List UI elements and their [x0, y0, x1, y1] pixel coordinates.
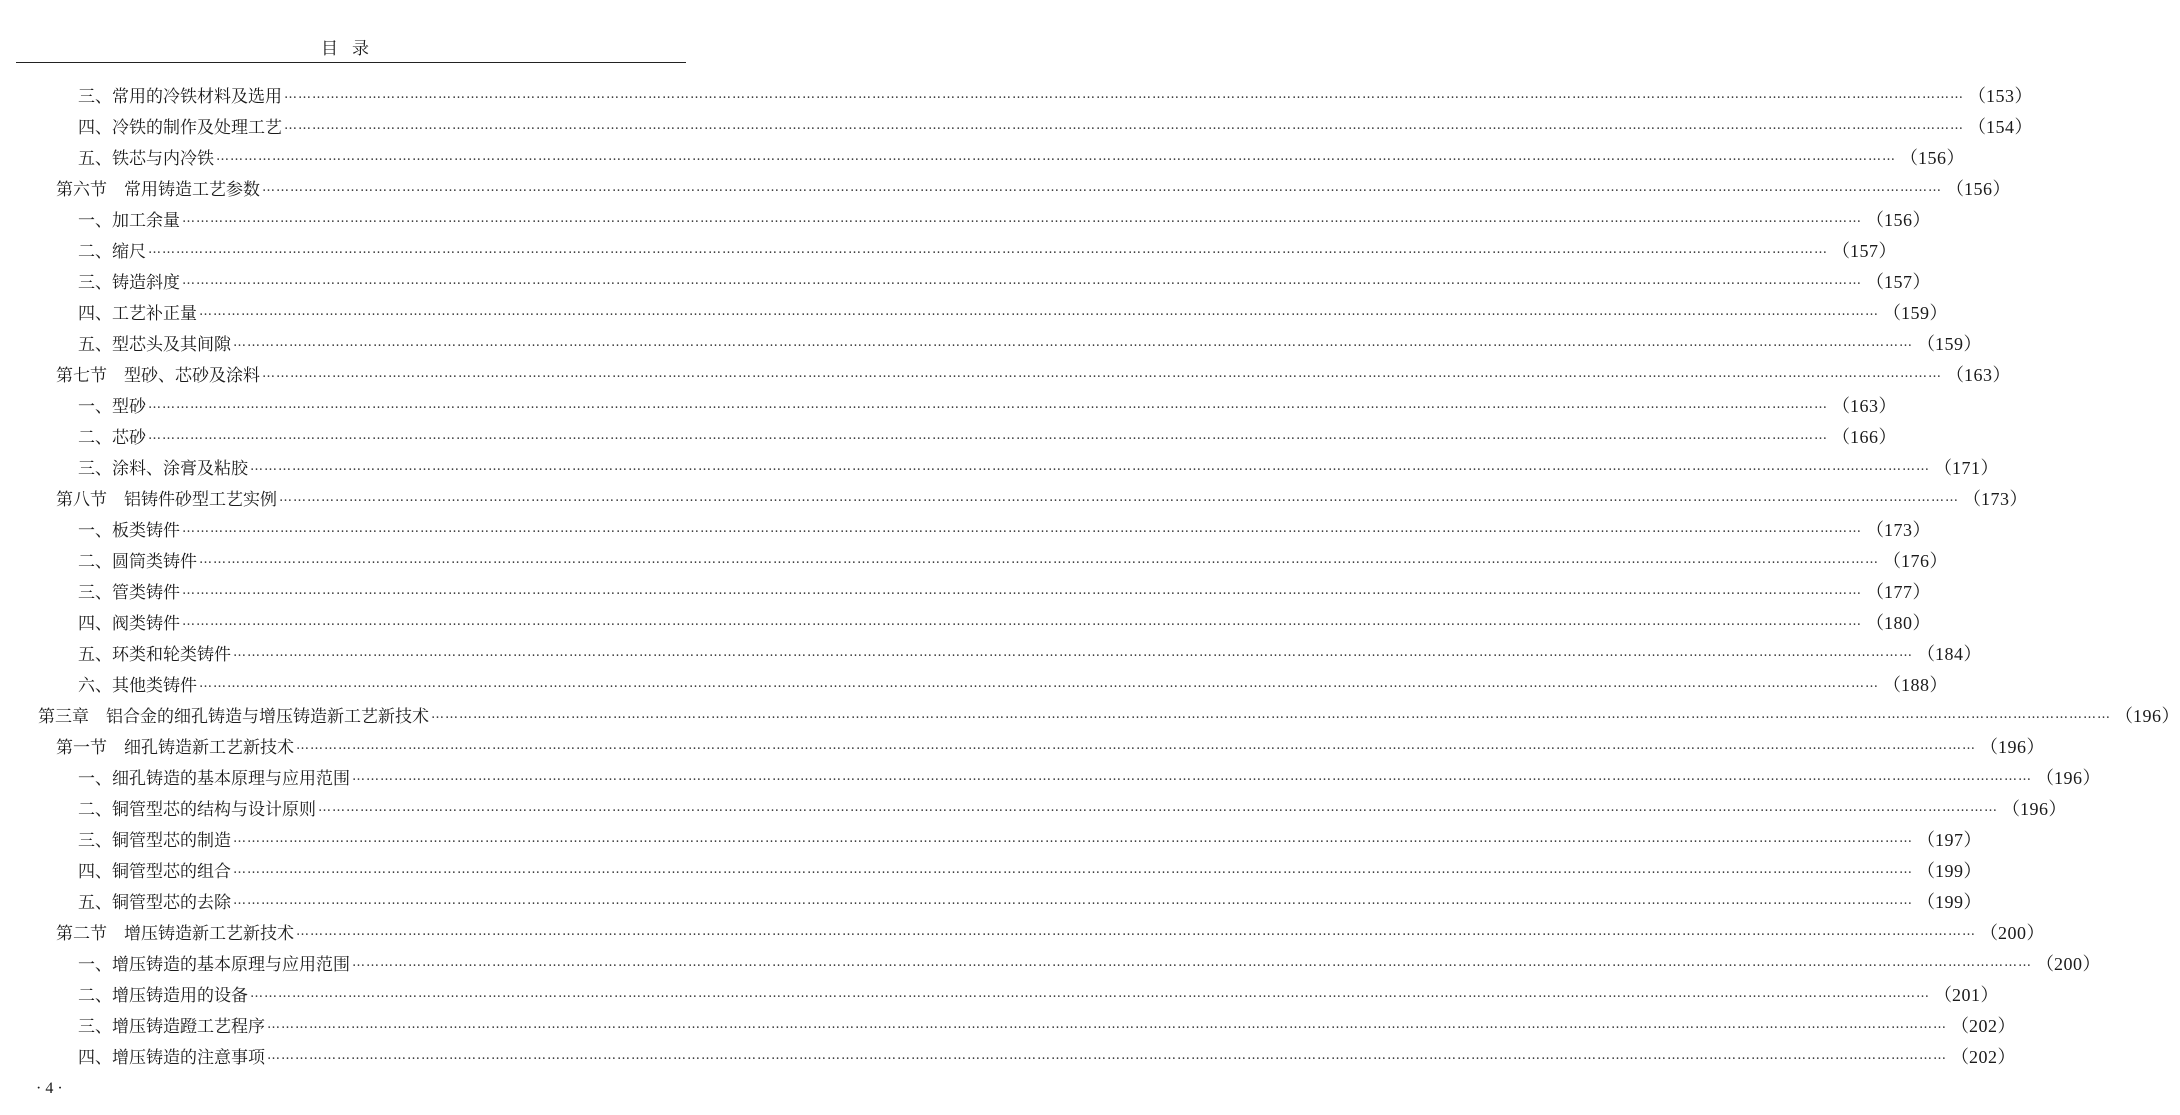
- toc-entry-title: 一、加工余量: [78, 211, 180, 231]
- page-paren-open: （: [1968, 116, 1986, 137]
- page-paren-open: （: [1917, 333, 1935, 354]
- page-number-value: 173: [1884, 519, 1913, 540]
- toc-entry-page-number: [1917, 640, 1982, 666]
- page-paren-open: （: [1866, 271, 1884, 292]
- toc-entry-page-number: [1883, 547, 1948, 573]
- toc-entry-page-number: [1866, 578, 1931, 604]
- toc-entry-page-number: [1934, 981, 1999, 1007]
- page-paren-close: ）: [1946, 147, 1965, 168]
- toc-entry-item[interactable]: [0, 513, 1931, 544]
- page-paren-open: （: [1866, 519, 1884, 540]
- page-paren-close: ）: [1929, 302, 1948, 323]
- toc-entry-title: 五、环类和轮类铸件: [78, 645, 231, 665]
- page-number-value: 199: [1935, 891, 1964, 912]
- page-paren-open: （: [1968, 85, 1986, 106]
- page-number-value: 163: [1850, 395, 1879, 416]
- page-paren-close: ）: [1878, 426, 1897, 447]
- toc-entry-page-number: [1951, 1043, 2016, 1069]
- dot-leader: ………………………………………………………………………………………………………………………………………………………………………………………………………………………………………………………………………………………………………………………………: [267, 1048, 1947, 1063]
- toc-entry-page-number: [1968, 82, 2033, 108]
- page-paren-close: ）: [2026, 736, 2045, 757]
- dot-leader: ………………………………………………………………………………………………………………………………………………………………………………………………………………………………………………………………………………………………………………………………: [182, 273, 1862, 288]
- page-number-value: 199: [1935, 860, 1964, 881]
- toc-entry-item[interactable]: [0, 854, 1982, 885]
- toc-entry-item[interactable]: [0, 203, 1931, 234]
- toc-entry-page-number: [1934, 454, 1999, 480]
- dot-leader: ………………………………………………………………………………………………………………………………………………………………………………………………………………………………………………………………………………………………………………………………: [233, 862, 1913, 877]
- dot-leader: ………………………………………………………………………………………………………………………………………………………………………………………………………………………………………………………………………………………………………………………………: [182, 211, 1862, 226]
- page-paren-open: （: [1832, 240, 1850, 261]
- page-number-value: 171: [1952, 457, 1981, 478]
- page-header-title: 目录: [321, 39, 383, 59]
- page-number-value: 177: [1884, 581, 1913, 602]
- page-paren-open: （: [1917, 891, 1935, 912]
- page-paren-open: （: [1946, 178, 1964, 199]
- page-paren-close: ）: [1912, 612, 1931, 633]
- dot-leader: ………………………………………………………………………………………………………………………………………………………………………………………………………………………………………………………………………………………………………………………………: [148, 242, 1828, 257]
- page-paren-open: （: [1963, 488, 1981, 509]
- toc-entry-section[interactable]: [0, 172, 2011, 203]
- toc-entry-title: 第七节 型砂、芯砂及涂料: [56, 366, 260, 386]
- page-paren-open: （: [1866, 581, 1884, 602]
- dot-leader: ………………………………………………………………………………………………………………………………………………………………………………………………………………………………………………………………………………………………………………………………: [262, 180, 1942, 195]
- toc-entry-title: 第六节 常用铸造工艺参数: [56, 180, 260, 200]
- toc-entry-title: 五、铜管型芯的去除: [78, 893, 231, 913]
- toc-entry-item[interactable]: [0, 141, 1965, 172]
- toc-entry-page-number: [1980, 733, 2045, 759]
- toc-entry-section[interactable]: [0, 730, 2045, 761]
- toc-entry-section[interactable]: [0, 916, 2045, 947]
- toc-entry-title: 五、铁芯与内冷铁: [78, 149, 214, 169]
- toc-entry-title: 四、冷铁的制作及处理工艺: [78, 118, 282, 138]
- toc-entry-item[interactable]: [0, 978, 1999, 1009]
- toc-entry-title: 第三章 铝合金的细孔铸造与增压铸造新工艺新技术: [38, 707, 429, 727]
- dot-leader: ………………………………………………………………………………………………………………………………………………………………………………………………………………………………………………………………………………………………………………………………: [216, 149, 1896, 164]
- page-number-value: 163: [1964, 364, 1993, 385]
- page-number-value: 196: [2133, 705, 2162, 726]
- toc-entry-item[interactable]: [0, 420, 1897, 451]
- dot-leader: ………………………………………………………………………………………………………………………………………………………………………………………………………………………………………………………………………………………………………………………………: [199, 676, 1879, 691]
- dot-leader: ………………………………………………………………………………………………………………………………………………………………………………………………………………………………………………………………………………………………………………………………: [182, 583, 1862, 598]
- page-number-value: 157: [1850, 240, 1879, 261]
- page-paren-open: （: [1917, 643, 1935, 664]
- page-paren-open: （: [1832, 426, 1850, 447]
- dot-leader: ………………………………………………………………………………………………………………………………………………………………………………………………………………………………………………………………………………………………………………………………: [233, 645, 1913, 660]
- page-paren-open: （: [1917, 860, 1935, 881]
- page-paren-close: ）: [1912, 271, 1931, 292]
- dot-leader: ………………………………………………………………………………………………………………………………………………………………………………………………………………………………………………………………………………………………………………………………: [148, 397, 1828, 412]
- page-paren-close: ）: [1912, 209, 1931, 230]
- page-paren-close: ）: [2014, 85, 2033, 106]
- toc-entry-page-number: [2036, 950, 2101, 976]
- toc-entry-title: 三、常用的冷铁材料及选用: [78, 87, 282, 107]
- page-paren-close: ）: [2026, 922, 2045, 943]
- dot-leader: ………………………………………………………………………………………………………………………………………………………………………………………………………………………………………………………………………………………………………………………………: [233, 893, 1913, 908]
- page-number-value: 156: [1884, 209, 1913, 230]
- toc-entry-title: 第二节 增压铸造新工艺新技术: [56, 924, 294, 944]
- toc-entry-title: 三、涂料、涂膏及粘胶: [78, 459, 248, 479]
- toc-entry-item[interactable]: [0, 637, 1982, 668]
- toc-entry-title: 四、阀类铸件: [78, 614, 180, 634]
- toc-entry-page-number: [2002, 795, 2067, 821]
- toc-entry-item[interactable]: [0, 823, 1982, 854]
- page-number-value: 173: [1981, 488, 2010, 509]
- page-paren-open: （: [1934, 457, 1952, 478]
- page-number-value: 202: [1969, 1046, 1998, 1067]
- page-paren-open: （: [1980, 922, 1998, 943]
- toc-entry-item[interactable]: [0, 575, 1931, 606]
- table-of-contents: [0, 79, 2180, 1071]
- page-number-value: 188: [1901, 674, 1930, 695]
- dot-leader: ………………………………………………………………………………………………………………………………………………………………………………………………………………………………………………………………………………………………………………………………: [279, 490, 1959, 505]
- page-paren-open: （: [2036, 953, 2054, 974]
- page-paren-close: ）: [2082, 953, 2101, 974]
- page-paren-open: （: [1866, 612, 1884, 633]
- dot-leader: ………………………………………………………………………………………………………………………………………………………………………………………………………………………………………………………………………………………………………………………………: [199, 552, 1879, 567]
- toc-entry-title: 六、其他类铸件: [78, 676, 197, 696]
- page-paren-close: ）: [2009, 488, 2028, 509]
- page-number-value: 200: [2054, 953, 2083, 974]
- page-paren-close: ）: [1992, 364, 2011, 385]
- page-paren-close: ）: [2161, 705, 2180, 726]
- toc-entry-page-number: [1980, 919, 2045, 945]
- page-paren-open: （: [1883, 302, 1901, 323]
- dot-leader: ………………………………………………………………………………………………………………………………………………………………………………………………………………………………………………………………………………………………………………………………: [284, 87, 1964, 102]
- dot-leader: ………………………………………………………………………………………………………………………………………………………………………………………………………………………………………………………………………………………………………………………………: [352, 769, 2032, 784]
- toc-entry-page-number: [2036, 764, 2101, 790]
- page-paren-close: ）: [2082, 767, 2101, 788]
- page-paren-close: ）: [1929, 550, 1948, 571]
- page-paren-close: ）: [1963, 860, 1982, 881]
- page-number-value: 184: [1935, 643, 1964, 664]
- page-paren-open: （: [2115, 705, 2133, 726]
- toc-entry-section[interactable]: [0, 482, 2028, 513]
- page-paren-close: ）: [1980, 984, 1999, 1005]
- toc-entry-title: 第一节 细孔铸造新工艺新技术: [56, 738, 294, 758]
- page-number-value: 180: [1884, 612, 1913, 633]
- page-paren-close: ）: [1963, 829, 1982, 850]
- page-number-footer: · 4 ·: [36, 1080, 63, 1097]
- toc-entry-title: 四、铜管型芯的组合: [78, 862, 231, 882]
- toc-entry-item[interactable]: [0, 327, 1982, 358]
- toc-entry-item[interactable]: [0, 792, 2067, 823]
- toc-entry-page-number: [1832, 423, 1897, 449]
- toc-entry-item[interactable]: [0, 296, 1948, 327]
- page-paren-close: ）: [2048, 798, 2067, 819]
- toc-entry-item[interactable]: [0, 606, 1931, 637]
- toc-entry-title: 二、铜管型芯的结构与设计原则: [78, 800, 316, 820]
- page-paren-open: （: [1883, 550, 1901, 571]
- toc-entry-title: 一、细孔铸造的基本原理与应用范围: [78, 769, 350, 789]
- dot-leader: ………………………………………………………………………………………………………………………………………………………………………………………………………………………………………………………………………………………………………………………………: [182, 614, 1862, 629]
- toc-entry-page-number: [1883, 671, 1948, 697]
- page-number-value: 202: [1969, 1015, 1998, 1036]
- page-paren-open: （: [1934, 984, 1952, 1005]
- toc-entry-page-number: [1917, 330, 1982, 356]
- page-number-value: 156: [1964, 178, 1993, 199]
- toc-entry-page-number: [1963, 485, 2028, 511]
- toc-entry-item[interactable]: [0, 110, 2033, 141]
- toc-entry-chapter[interactable]: [0, 699, 2180, 730]
- page-paren-close: ）: [1980, 457, 1999, 478]
- toc-entry-item[interactable]: [0, 1040, 2016, 1071]
- dot-leader: ………………………………………………………………………………………………………………………………………………………………………………………………………………………………………………………………………………………………………………………………: [431, 707, 2111, 722]
- page-number-value: 159: [1901, 302, 1930, 323]
- toc-entry-title: 二、芯砂: [78, 428, 146, 448]
- page-paren-open: （: [1951, 1046, 1969, 1067]
- page-paren-open: （: [1866, 209, 1884, 230]
- toc-entry-page-number: [1866, 206, 1931, 232]
- toc-entry-item[interactable]: [0, 79, 2033, 110]
- page-number-value: 166: [1850, 426, 1879, 447]
- page-number-value: 196: [2054, 767, 2083, 788]
- toc-entry-title: 二、缩尺: [78, 242, 146, 262]
- toc-entry-page-number: [1946, 175, 2011, 201]
- dot-leader: ………………………………………………………………………………………………………………………………………………………………………………………………………………………………………………………………………………………………………………………………: [182, 521, 1862, 536]
- header-rule: [16, 62, 686, 63]
- toc-entry-title: 二、增压铸造用的设备: [78, 986, 248, 1006]
- toc-entry-page-number: [1900, 144, 1965, 170]
- toc-entry-title: 三、增压铸造蹬工艺程序: [78, 1017, 265, 1037]
- page-paren-open: （: [2002, 798, 2020, 819]
- toc-entry-page-number: [1883, 299, 1948, 325]
- page-number-value: 200: [1998, 922, 2027, 943]
- page-paren-close: ）: [1929, 674, 1948, 695]
- dot-leader: ………………………………………………………………………………………………………………………………………………………………………………………………………………………………………………………………………………………………………………………………: [296, 924, 1976, 939]
- page-number-value: 157: [1884, 271, 1913, 292]
- toc-entry-page-number: [1951, 1012, 2016, 1038]
- page-paren-open: （: [1946, 364, 1964, 385]
- toc-entry-title: 三、铸造斜度: [78, 273, 180, 293]
- page-paren-close: ）: [2014, 116, 2033, 137]
- toc-entry-item[interactable]: [0, 234, 1897, 265]
- toc-entry-page-number: [1917, 826, 1982, 852]
- toc-entry-title: 一、板类铸件: [78, 521, 180, 541]
- toc-entry-page-number: [1832, 392, 1897, 418]
- page-number-value: 196: [2020, 798, 2049, 819]
- dot-leader: ………………………………………………………………………………………………………………………………………………………………………………………………………………………………………………………………………………………………………………………………: [296, 738, 1976, 753]
- page-paren-open: （: [1832, 395, 1850, 416]
- page-paren-close: ）: [1992, 178, 2011, 199]
- dot-leader: ………………………………………………………………………………………………………………………………………………………………………………………………………………………………………………………………………………………………………………………………: [250, 986, 1930, 1001]
- dot-leader: ………………………………………………………………………………………………………………………………………………………………………………………………………………………………………………………………………………………………………………………………: [352, 955, 2032, 970]
- page-paren-open: （: [1980, 736, 1998, 757]
- page-number-value: 154: [1986, 116, 2015, 137]
- dot-leader: ………………………………………………………………………………………………………………………………………………………………………………………………………………………………………………………………………………………………………………………………: [250, 459, 1930, 474]
- toc-entry-page-number: [1917, 888, 1982, 914]
- page-paren-close: ）: [1878, 240, 1897, 261]
- page-paren-close: ）: [1963, 333, 1982, 354]
- toc-entry-item[interactable]: [0, 947, 2101, 978]
- toc-entry-title: 三、铜管型芯的制造: [78, 831, 231, 851]
- dot-leader: ………………………………………………………………………………………………………………………………………………………………………………………………………………………………………………………………………………………………………………………………: [267, 1017, 1947, 1032]
- page-paren-close: ）: [1963, 891, 1982, 912]
- toc-entry-item[interactable]: [0, 544, 1948, 575]
- toc-entry-item[interactable]: [0, 451, 1999, 482]
- page-paren-open: （: [1951, 1015, 1969, 1036]
- toc-entry-title: 一、增压铸造的基本原理与应用范围: [78, 955, 350, 975]
- toc-entry-page-number: [1917, 857, 1982, 883]
- dot-leader: ………………………………………………………………………………………………………………………………………………………………………………………………………………………………………………………………………………………………………………………………: [199, 304, 1879, 319]
- toc-entry-page-number: [2115, 702, 2180, 728]
- page-paren-close: ）: [1963, 643, 1982, 664]
- dot-leader: ………………………………………………………………………………………………………………………………………………………………………………………………………………………………………………………………………………………………………………………………: [284, 118, 1964, 133]
- page-paren-close: ）: [1878, 395, 1897, 416]
- toc-entry-title: 第八节 铝铸件砂型工艺实例: [56, 490, 277, 510]
- page-number-value: 159: [1935, 333, 1964, 354]
- dot-leader: ………………………………………………………………………………………………………………………………………………………………………………………………………………………………………………………………………………………………………………………………: [233, 831, 1913, 846]
- page-paren-open: （: [1883, 674, 1901, 695]
- toc-entry-item[interactable]: [0, 265, 1931, 296]
- toc-entry-item[interactable]: [0, 761, 2101, 792]
- toc-entry-item[interactable]: [0, 668, 1948, 699]
- page-paren-close: ）: [1912, 519, 1931, 540]
- page-number-value: 153: [1986, 85, 2015, 106]
- dot-leader: ………………………………………………………………………………………………………………………………………………………………………………………………………………………………………………………………………………………………………………………………: [233, 335, 1913, 350]
- toc-entry-title: 四、增压铸造的注意事项: [78, 1048, 265, 1068]
- page-number-value: 196: [1998, 736, 2027, 757]
- toc-entry-item[interactable]: [0, 1009, 2016, 1040]
- toc-entry-page-number: [1946, 361, 2011, 387]
- toc-entry-title: 五、型芯头及其间隙: [78, 335, 231, 355]
- toc-entry-title: 一、型砂: [78, 397, 146, 417]
- dot-leader: ………………………………………………………………………………………………………………………………………………………………………………………………………………………………………………………………………………………………………………………………: [148, 428, 1828, 443]
- page-number-value: 156: [1918, 147, 1947, 168]
- toc-entry-page-number: [1866, 609, 1931, 635]
- toc-entry-item[interactable]: [0, 885, 1982, 916]
- toc-entry-page-number: [1866, 268, 1931, 294]
- dot-leader: ………………………………………………………………………………………………………………………………………………………………………………………………………………………………………………………………………………………………………………………………: [262, 366, 1942, 381]
- toc-entry-section[interactable]: [0, 358, 2011, 389]
- toc-entry-page-number: [1968, 113, 2033, 139]
- page-paren-open: （: [1900, 147, 1918, 168]
- toc-entry-title: 四、工艺补正量: [78, 304, 197, 324]
- toc-entry-title: 三、管类铸件: [78, 583, 180, 603]
- page-number-value: 197: [1935, 829, 1964, 850]
- page-paren-close: ）: [1997, 1015, 2016, 1036]
- toc-entry-item[interactable]: [0, 389, 1897, 420]
- page-number-value: 176: [1901, 550, 1930, 571]
- page-paren-close: ）: [1997, 1046, 2016, 1067]
- page-paren-open: （: [2036, 767, 2054, 788]
- toc-entry-title: 二、圆筒类铸件: [78, 552, 197, 572]
- page-paren-close: ）: [1912, 581, 1931, 602]
- toc-entry-page-number: [1832, 237, 1897, 263]
- page-number-value: 201: [1952, 984, 1981, 1005]
- toc-entry-page-number: [1866, 516, 1931, 542]
- dot-leader: ………………………………………………………………………………………………………………………………………………………………………………………………………………………………………………………………………………………………………………………………: [318, 800, 1998, 815]
- page-paren-open: （: [1917, 829, 1935, 850]
